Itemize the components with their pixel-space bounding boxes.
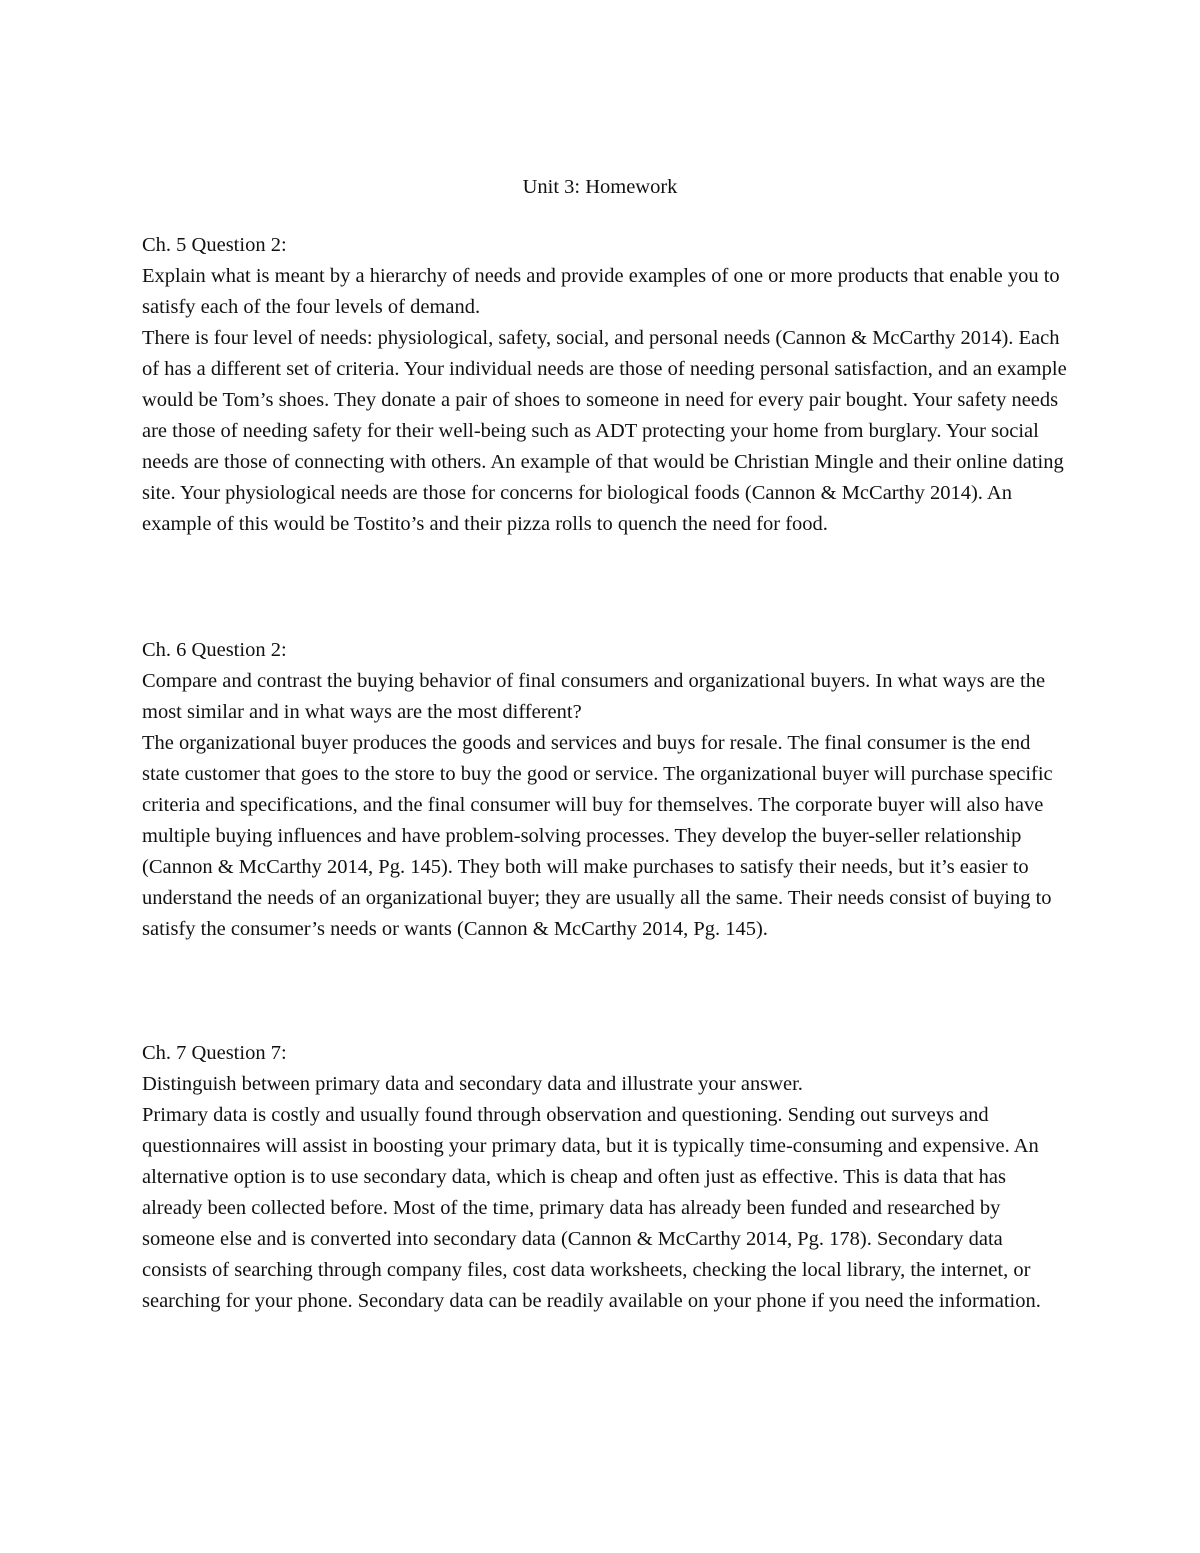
- section-answer: There is four level of needs: physiological, safety, social, and personal needs (Cannon & McCarthy 2014). Each of has a different set of criteria. Your individual needs are those of needing personal satisfaction, and an example would be Tom’s shoes. They donate a pair of shoes to someone in need for every pair bought. Your safety needs are those of needing safety for their well-being such as ADT protecting your home from burglary. Your social needs are those of connecting with others. An example of that would be Christian Mingle and their online dating site. Your physiological needs are those for concerns for biological foods (Cannon & McCarthy 2014). An example of this would be Tostito’s and their pizza rolls to quench the need for food.: [142, 327, 1067, 535]
- section-answer: The organizational buyer produces the goods and services and buys for resale. The final consumer is the end state customer that goes to the store to buy the good or service. The organizational buyer will purchase specific criteria and specifications, and the final consumer will buy for themselves. The corporate buyer will also have multiple buying influences and have problem-solving processes. They develop the buyer-seller relationship (Cannon & McCarthy 2014, Pg. 145). They both will make purchases to satisfy their needs, but it’s easier to understand the needs of an organizational buyer; they are usually all the same. Their needs consist of buying to satisfy the consumer’s needs or wants (Cannon & McCarthy 2014, Pg. 145).: [142, 732, 1053, 940]
- section-ch5-question2: [142, 230, 1067, 540]
- section-ch7-question7: [142, 1038, 1067, 1317]
- section-heading: Ch. 5 Question 2:: [142, 234, 287, 256]
- section-heading: Ch. 6 Question 2:: [142, 639, 287, 661]
- section-answer: Primary data is costly and usually found through observation and questioning. Sending out surveys and questionnaires will assist in boosting your primary data, but it is typically time-consuming and expensive. An alternative option is to use secondary data, which is cheap and often just as effective. This is data that has already been collected before. Most of the time, primary data has already been funded and researched by someone else and is converted into secondary data (Cannon & McCarthy 2014, Pg. 178). Secondary data consists of searching through company files, cost data worksheets, checking the local library, the internet, or searching for your phone. Secondary data can be readily available on your phone if you need the information.: [142, 1104, 1041, 1312]
- section-heading: Ch. 7 Question 7:: [142, 1042, 287, 1064]
- page-title: Unit 3: Homework: [522, 176, 678, 198]
- section-question: Compare and contrast the buying behavior of final consumers and organizational buyers. In what ways are the most similar and in what ways are the most different?: [142, 670, 1046, 723]
- section-question: Explain what is meant by a hierarchy of needs and provide examples of one or more products that enable you to satisfy each of the four levels of demand.: [142, 265, 1060, 318]
- section-ch6-question2: [142, 635, 1067, 945]
- section-question: Distinguish between primary data and secondary data and illustrate your answer.: [142, 1073, 803, 1095]
